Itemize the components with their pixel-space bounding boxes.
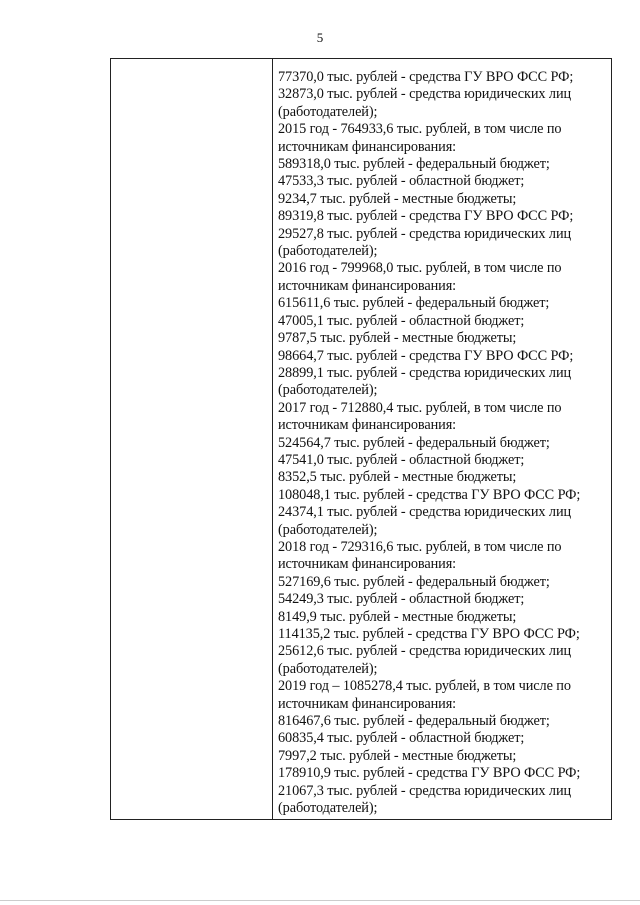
table-text-line: 7997,2 тыс. рублей - местные бюджеты;	[278, 747, 517, 764]
table-text-line: 60835,4 тыс. рублей - областной бюджет;	[278, 730, 525, 747]
table-text-line: 2019 год – 1085278,4 тыс. рублей, в том числе по	[278, 678, 571, 695]
table-text-line: 9787,5 тыс. рублей - местные бюджеты;	[278, 330, 517, 347]
table-text-line: (работодателей);	[278, 103, 378, 120]
table-text-line: 2015 год - 764933,6 тыс. рублей, в том числе по	[278, 121, 562, 138]
table-text-line: 8352,5 тыс. рублей - местные бюджеты;	[278, 469, 517, 486]
funding-table	[110, 58, 612, 820]
table-text-line: 24374,1 тыс. рублей - средства юридических лиц	[278, 504, 572, 521]
table-text-line: источникам финансирования:	[278, 556, 457, 573]
table-text-line: 47533,3 тыс. рублей - областной бюджет;	[278, 173, 525, 190]
table-text-line: источникам финансирования:	[278, 277, 457, 294]
table-text-line: 524564,7 тыс. рублей - федеральный бюджет;	[278, 434, 550, 451]
table-text-line: 77370,0 тыс. рублей - средства ГУ ВРО ФСС РФ;	[278, 69, 574, 85]
table-text-line: 816467,6 тыс. рублей - федеральный бюджет;	[278, 713, 550, 730]
table-text-line: 29527,8 тыс. рублей - средства юридических лиц	[278, 225, 572, 242]
table-text-line: 178910,9 тыс. рублей - средства ГУ ВРО ФСС РФ;	[278, 765, 581, 782]
table-text-line: 89319,8 тыс. рублей - средства ГУ ВРО ФСС РФ;	[278, 208, 574, 225]
table-text-line: (работодателей);	[278, 243, 378, 260]
table-text-line: 9234,7 тыс. рублей - местные бюджеты;	[278, 190, 517, 207]
table-text-line: 25612,6 тыс. рублей - средства юридических лиц	[278, 643, 572, 660]
table-text-line: 28899,1 тыс. рублей - средства юридических лиц	[278, 364, 572, 381]
table-text-line: 47541,0 тыс. рублей - областной бюджет;	[278, 451, 525, 468]
table-text-line: источникам финансирования:	[278, 138, 457, 155]
table-left-cell	[111, 59, 273, 819]
table-text-line: (работодателей);	[278, 521, 378, 538]
table-text-line: (работодателей);	[278, 660, 378, 677]
table-text-line: (работодателей);	[278, 800, 378, 817]
table-text-line: источникам финансирования:	[278, 695, 457, 712]
table-text-line: 2016 год - 799968,0 тыс. рублей, в том числе по	[278, 260, 562, 277]
table-right-cell	[273, 59, 611, 819]
table-text-line: 527169,6 тыс. рублей - федеральный бюджет;	[278, 573, 550, 590]
page-edge-line	[0, 900, 640, 901]
table-text-line: источникам финансирования:	[278, 417, 457, 434]
table-text-line: 108048,1 тыс. рублей - средства ГУ ВРО ФСС РФ;	[278, 486, 581, 503]
table-text-line: 32873,0 тыс. рублей - средства юридических лиц	[278, 86, 572, 103]
table-text-line: 8149,9 тыс. рублей - местные бюджеты;	[278, 608, 517, 625]
table-text-line: 2018 год - 729316,6 тыс. рублей, в том числе по	[278, 538, 562, 555]
table-text-line: 2017 год - 712880,4 тыс. рублей, в том числе по	[278, 399, 562, 416]
table-text-line: 47005,1 тыс. рублей - областной бюджет;	[278, 312, 525, 329]
table-text-line: 21067,3 тыс. рублей - средства юридических лиц	[278, 782, 572, 799]
table-text-line: 114135,2 тыс. рублей - средства ГУ ВРО ФСС РФ;	[278, 626, 580, 642]
table-text-line: 98664,7 тыс. рублей - средства ГУ ВРО ФСС РФ;	[278, 347, 574, 364]
table-text-line: 615611,6 тыс. рублей - федеральный бюджет;	[278, 295, 550, 312]
table-text-line: (работодателей);	[278, 382, 378, 399]
page-number: 5	[316, 30, 324, 45]
table-text-line: 54249,3 тыс. рублей - областной бюджет;	[278, 591, 525, 608]
table-text-line: 589318,0 тыс. рублей - федеральный бюджет;	[278, 156, 550, 173]
